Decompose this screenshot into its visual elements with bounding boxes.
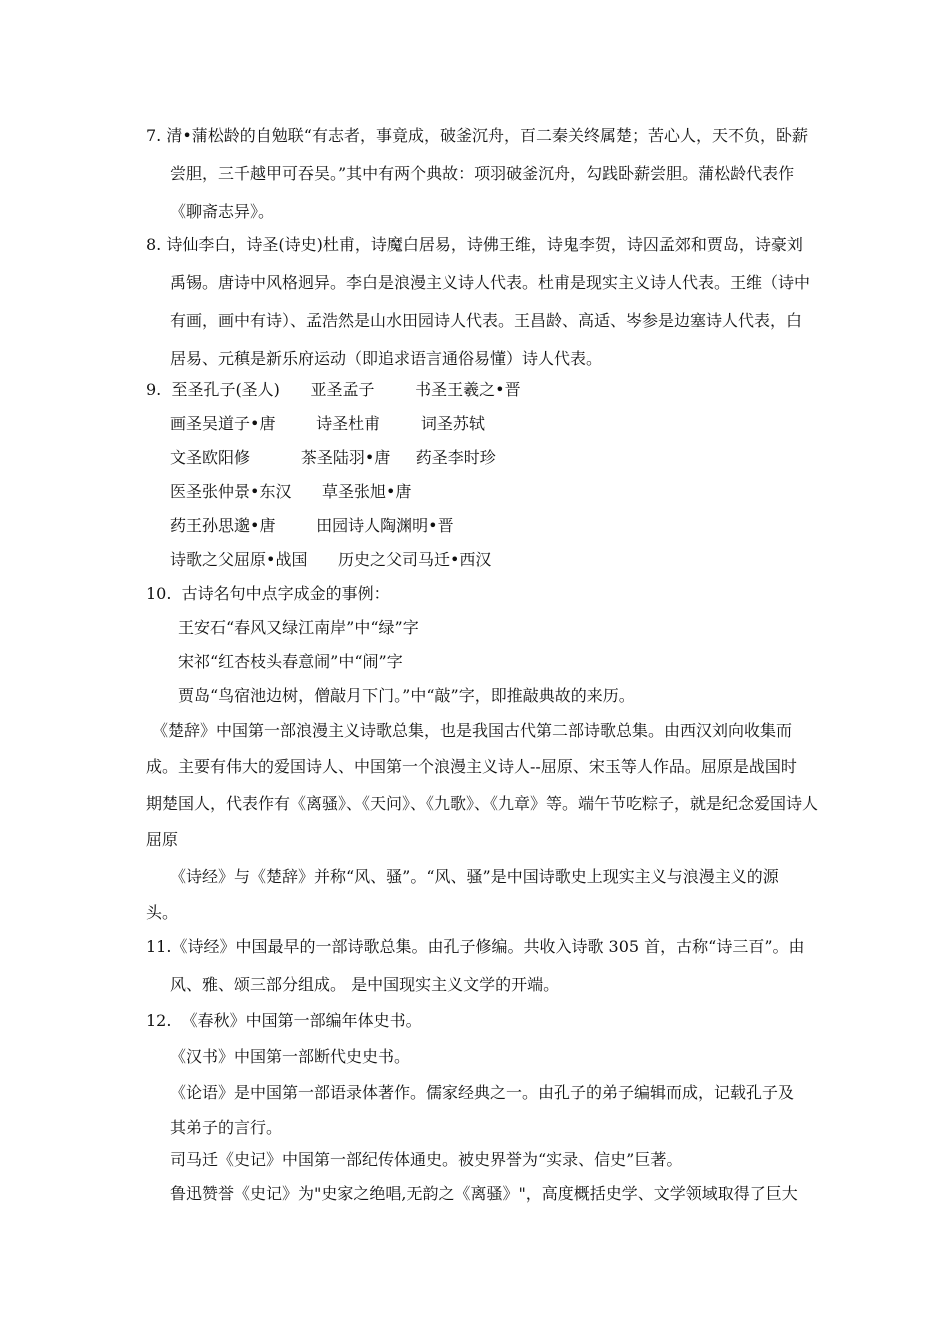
text-line: 屈原 bbox=[146, 830, 179, 849]
text-line: 期楚国人，代表作有《离骚》、《天问》、《九歌》、《九章》等。端午节吃粽子，就是纪念爱国诗人 bbox=[146, 794, 819, 813]
text-line: 《论语》是中国第一部语录体著作。儒家经典之一。由孔子的弟子编辑而成，记载孔子及 bbox=[170, 1083, 795, 1102]
text-line: 头。 bbox=[146, 903, 179, 922]
text-line: 《汉书》中国第一部断代史史书。 bbox=[170, 1047, 411, 1066]
text-line: 12. 《春秋》中国第一部编年体史书。 bbox=[146, 1011, 422, 1030]
text-line: 贾岛“鸟宿池边树，僧敲月下门。”中“敲”字，即推敲典故的来历。 bbox=[178, 686, 635, 705]
text-line: 风、雅、颂三部分组成。 是中国现实主义文学的开端。 bbox=[170, 975, 560, 994]
text-line: 9. 至圣孔子(圣人) 亚圣孟子 书圣王羲之•晋 bbox=[146, 380, 521, 399]
text-line: 尝胆，三千越甲可吞吴。”其中有两个典故：项羽破釜沉舟，勾践卧薪尝胆。蒲松龄代表作 bbox=[170, 164, 795, 183]
text-line: 10. 古诗名句中点字成金的事例： bbox=[146, 584, 390, 603]
text-line: 有画，画中有诗）、孟浩然是山水田园诗人代表。王昌龄、高适、岑参是边塞诗人代表，白 bbox=[170, 311, 803, 330]
text-line: 11.《诗经》中国最早的一部诗歌总集。由孔子修编。共收入诗歌 305 首，古称“诗三百”。由 bbox=[146, 937, 805, 956]
text-line: 宋祁“红杏枝头春意闹”中“闹”字 bbox=[178, 652, 403, 671]
text-line: 《聊斋志异》。 bbox=[170, 202, 275, 221]
text-line: 居易、元稹是新乐府运动（即追求语言通俗易懂）诗人代表。 bbox=[170, 349, 603, 368]
text-line: 药王孙思邈•唐 田园诗人陶渊明•晋 bbox=[170, 516, 454, 535]
text-line: 《诗经》与《楚辞》并称“风、骚”。“风、骚”是中国诗歌史上现实主义与浪漫主义的源 bbox=[170, 867, 779, 886]
text-line: 8. 诗仙李白，诗圣(诗史)杜甫，诗魔白居易，诗佛王维，诗鬼李贺，诗囚孟郊和贾岛，诗豪刘 bbox=[146, 235, 803, 254]
text-line: 文圣欧阳修 茶圣陆羽•唐 药圣李时珍 bbox=[170, 448, 496, 467]
text-line: 诗歌之父屈原•战国 历史之父司马迁•西汉 bbox=[170, 550, 492, 569]
text-line: 禹锡。唐诗中风格迥异。李白是浪漫主义诗人代表。杜甫是现实主义诗人代表。王维（诗中 bbox=[170, 273, 811, 292]
text-line: 医圣张仲景•东汉 草圣张旭•唐 bbox=[170, 482, 412, 501]
text-line: 《楚辞》中国第一部浪漫主义诗歌总集，也是我国古代第二部诗歌总集。由西汉刘向收集而 bbox=[152, 721, 793, 740]
text-line: 成。主要有伟大的爱国诗人、中国第一个浪漫主义诗人--屈原、宋玉等人作品。屈原是战国时 bbox=[146, 757, 797, 776]
text-line: 其弟子的言行。 bbox=[170, 1118, 283, 1137]
text-line: 王安石“春风又绿江南岸”中“绿”字 bbox=[178, 618, 419, 637]
text-line: 鲁迅赞誉《史记》为"史家之绝唱,无韵之《离骚》"，高度概括史学、文学领域取得了巨大 bbox=[170, 1184, 798, 1203]
text-line: 司马迁《史记》中国第一部纪传体通史。被史界誉为“实录、信史”巨著。 bbox=[170, 1150, 683, 1169]
text-line: 7. 清•蒲松龄的自勉联“有志者，事竟成，破釜沉舟，百二秦关终属楚；苦心人，天不负，卧薪 bbox=[146, 126, 808, 145]
text-line: 画圣吴道子•唐 诗圣杜甫 词圣苏轼 bbox=[170, 414, 485, 433]
